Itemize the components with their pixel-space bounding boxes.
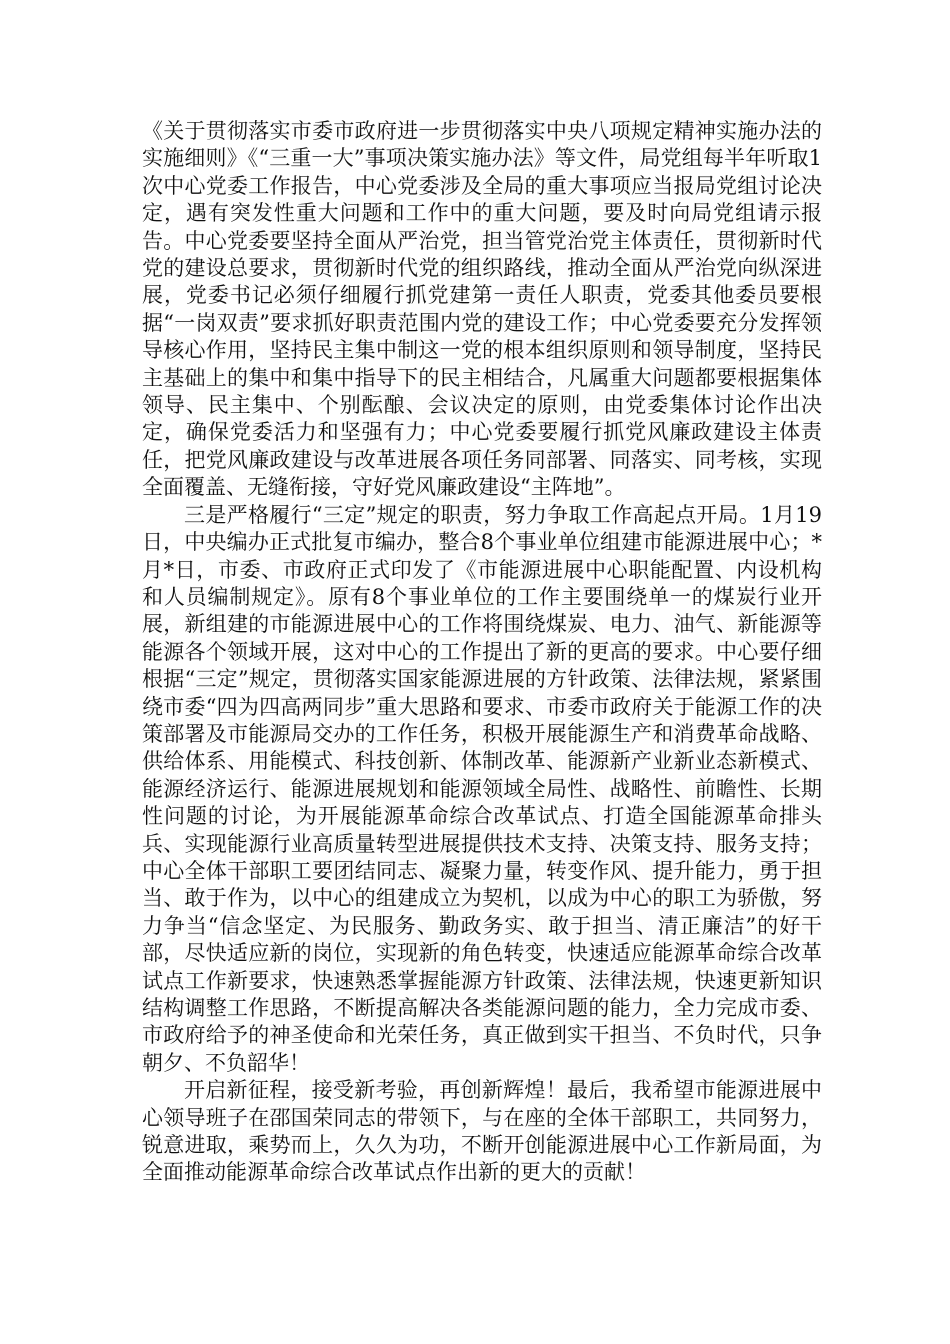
paragraph-three-fixed-duties: 三是严格履行“三定”规定的职责，努力争取工作高起点开局。1月19日，中央编办正式批复市编办，整合8个事业单位组建市能源进展中心；*月*日，市委、市政府正式印发了《市能源进展中心职能配置、内设机构和人员编制规定》。原有8个事业单位的工作主要围绕单一的煤炭行业开展，新组建的市能源进展中心的工作将围绕煤炭、电力、油气、新能源等能源各个领域开展，这对中心的工作提出了新的更高的要求。中心要仔细根据“三定”规定，贯彻落实国家能源进展的方针政策、法律法规，紧紧围绕市委“四为四高两同步”重大思路和要求、市委市政府关于能源工作的决策部署及市能源局交办的工作任务，积极开展能源生产和消费革命战略、供给体系、用能模式、科技创新、体制改革、能源新产业新业态新模式、能源经济运行、能源进展规划和能源领域全局性、战略性、前瞻性、长期性问题的讨论，为开展能源革命综合改革试点、打造全国能源革命排头兵、实现能源行业高质量转型进展提供技术支持、决策支持、服务支持；中心全体干部职工要团结同志、凝聚力量，转变作风、提升能力，勇于担当、敢于作为，以中心的组建成立为契机，以成为中心的职工为骄傲，努力争当“信念坚定、为民服务、勤政务实、敢于担当、清正廉洁”的好干部，尽快适应新的岗位，实现新的角色转变，快速适应能源革命综合改革试点工作新要求，快速熟悉掌握能源方针政策、法律法规，快速更新知识结构调整工作思路，不断提高解决各类能源问题的能力，全力完成市委、市政府给予的神圣使命和光荣任务，真正做到实干担当、不负时代，只争朝夕、不负韶华！	[142, 502, 822, 1075]
paragraph-closing: 开启新征程，接受新考验，再创新辉煌！最后，我希望市能源进展中心领导班子在邵国荣同志的带领下，与在座的全体干部职工，共同努力，锐意进取，乘势而上，久久为功，不断开创能源进展中心工作新局面，为全面推动能源革命综合改革试点作出新的更大的贡献！	[142, 1078, 822, 1185]
document-body	[142, 118, 822, 1187]
paragraph-continuation: 《关于贯彻落实市委市政府进一步贯彻落实中央八项规定精神实施办法的实施细则》《“三重一大”事项决策实施办法》等文件，局党组每半年听取1次中心党委工作报告，中心党委涉及全局的重大事项应当报局党组讨论决定，遇有突发性重大问题和工作中的重大问题，要及时向局党组请示报告。中心党委要坚持全面从严治党，担当管党治党主体责任，贯彻新时代党的建设总要求，贯彻新时代党的组织路线，推动全面从严治党向纵深进展，党委书记必须仔细履行抓党建第一责任人职责，党委其他委员要根据“一岗双责”要求抓好职责范围内党的建设工作；中心党委要充分发挥领导核心作用，坚持民主集中制这一党的根本组织原则和领导制度，坚持民主基础上的集中和集中指导下的民主相结合，凡属重大问题都要根据集体领导、民主集中、个别酝酿、会议决定的原则，由党委集体讨论作出决定，确保党委活力和坚强有力；中心党委要履行抓党风廉政建设主体责任，把党风廉政建设与改革进展各项任务同部署、同落实、同考核，实现全面覆盖、无缝衔接，守好党风廉政建设“主阵地”。	[142, 119, 822, 500]
